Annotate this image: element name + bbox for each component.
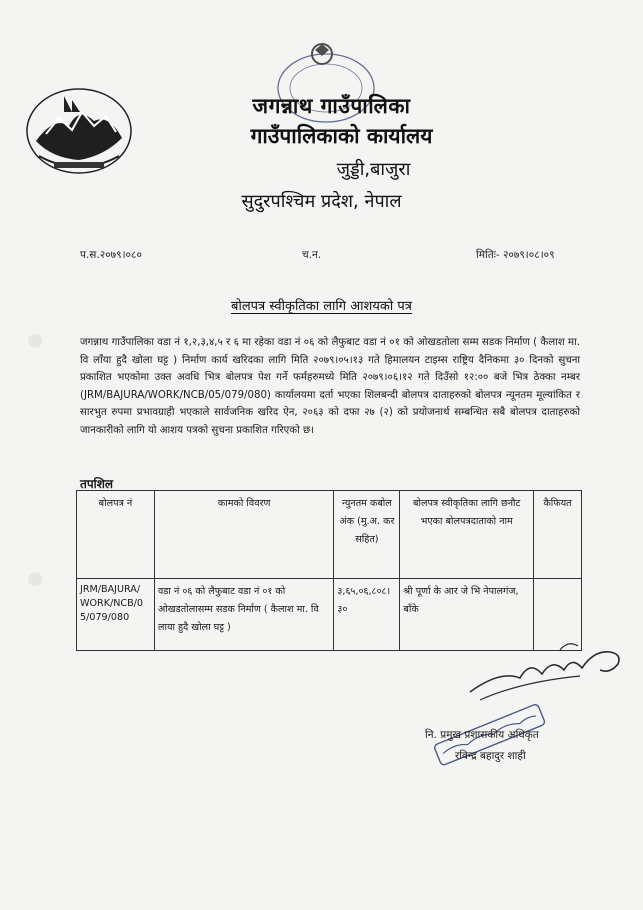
bid-details-table: [76, 490, 582, 651]
punch-hole: [28, 572, 42, 586]
cell-work: वडा नं ०६ को लैफुबाट वडा नं ०१ को ओखडतोलासम्म सडक निर्माण ( कैलाश मा. वि लाया हुदै खोला घट्ट ): [154, 579, 333, 651]
signatory-title: नि. प्रमुख प्रशासकीय अधिकृत: [425, 729, 539, 741]
header-work: कामको विवरण: [154, 491, 333, 579]
punch-hole: [28, 334, 42, 348]
letter-subject: बोलपत्र स्वीकृतिका लागि आशयको पत्र: [231, 299, 412, 314]
municipality-name: जगन्नाथ गाउँपालिका: [252, 94, 411, 118]
province-country: सुदुरपश्चिम प्रदेश, नेपाल: [241, 191, 402, 212]
cell-amount: ३,६५,०६,८०८।३०: [334, 579, 400, 651]
header-remarks: कैफियत: [534, 491, 582, 579]
cell-bidder: श्री पूर्णा के आर जे भि नेपालगंज, बाँके: [400, 579, 534, 651]
cell-bid-no: JRM/BAJURA/ WORK/NCB/0 5/079/080: [77, 579, 155, 651]
header-bidder: बोलपत्र स्वीकृतिका लागि छनौट भएका बोलपत्रदाताको नाम: [400, 491, 534, 579]
header-bid-no: बोलपत्र नं: [77, 491, 155, 579]
header-amount: न्युनतम कबोल अंक (मु.अ. कर सहित): [334, 491, 400, 579]
office-location: जुड्डी,बाजुरा: [336, 159, 411, 180]
signatory-name: रविन्द्र बहादुर शाही: [455, 750, 526, 762]
office-name: गाउँपालिकाको कार्यालय: [250, 124, 433, 148]
table-header-row: [77, 491, 582, 579]
letter-body: जगन्नाथ गाउँपालिका वडा नं १,२,३,४,५ र ६ मा रहेका वडा नं ०६ को लैफुबाट वडा नं ०१ को ओखडतोला सम्म सडक निर्माण ( कैलाश मा. वि लाँया हुदै खोला घट्ट ) निर्माण कार्य खरिदका लागि मिति २०७९।०५।१३ गते हिमालयन टाइम्स राष्ट्रिय दैनिकमा ३० दिनको सुचना प्रकाशित भएकोमा उक्त अवधि भित्र बोलपत्र पेश गर्ने फर्महरुमध्ये मिति २०७९।०६।१२ गते दिउँसो १२:०० बजे भित्र ठेक्का नम्बर (JRM/BAJURA/WORK/NCB/05/079/080) कार्यालयमा दर्ता भएका शिलबन्दी बोलपत्र दाताहरुको बोलपत्र न्यूनतम मूल्यांकित र सारभुत रुपमा प्रभावग्राही भएकाले सार्वजनिक खरिद ऐन, २०६३ को दफा २७ (२) को प्रयोजनार्थ सम्बन्धित सबै बोलपत्र दाताहरुको जानकारीको लागि यो आशय पत्रको सुचना प्रकाशित गरिएको छ।: [80, 337, 580, 436]
dispatch-number: च.न.: [302, 249, 322, 261]
letter-date: मितिः- २०७९।०८।०९: [476, 249, 555, 261]
details-heading: तपशिल: [80, 477, 114, 491]
letter-number: प.स.२०७९।०८०: [80, 249, 142, 261]
